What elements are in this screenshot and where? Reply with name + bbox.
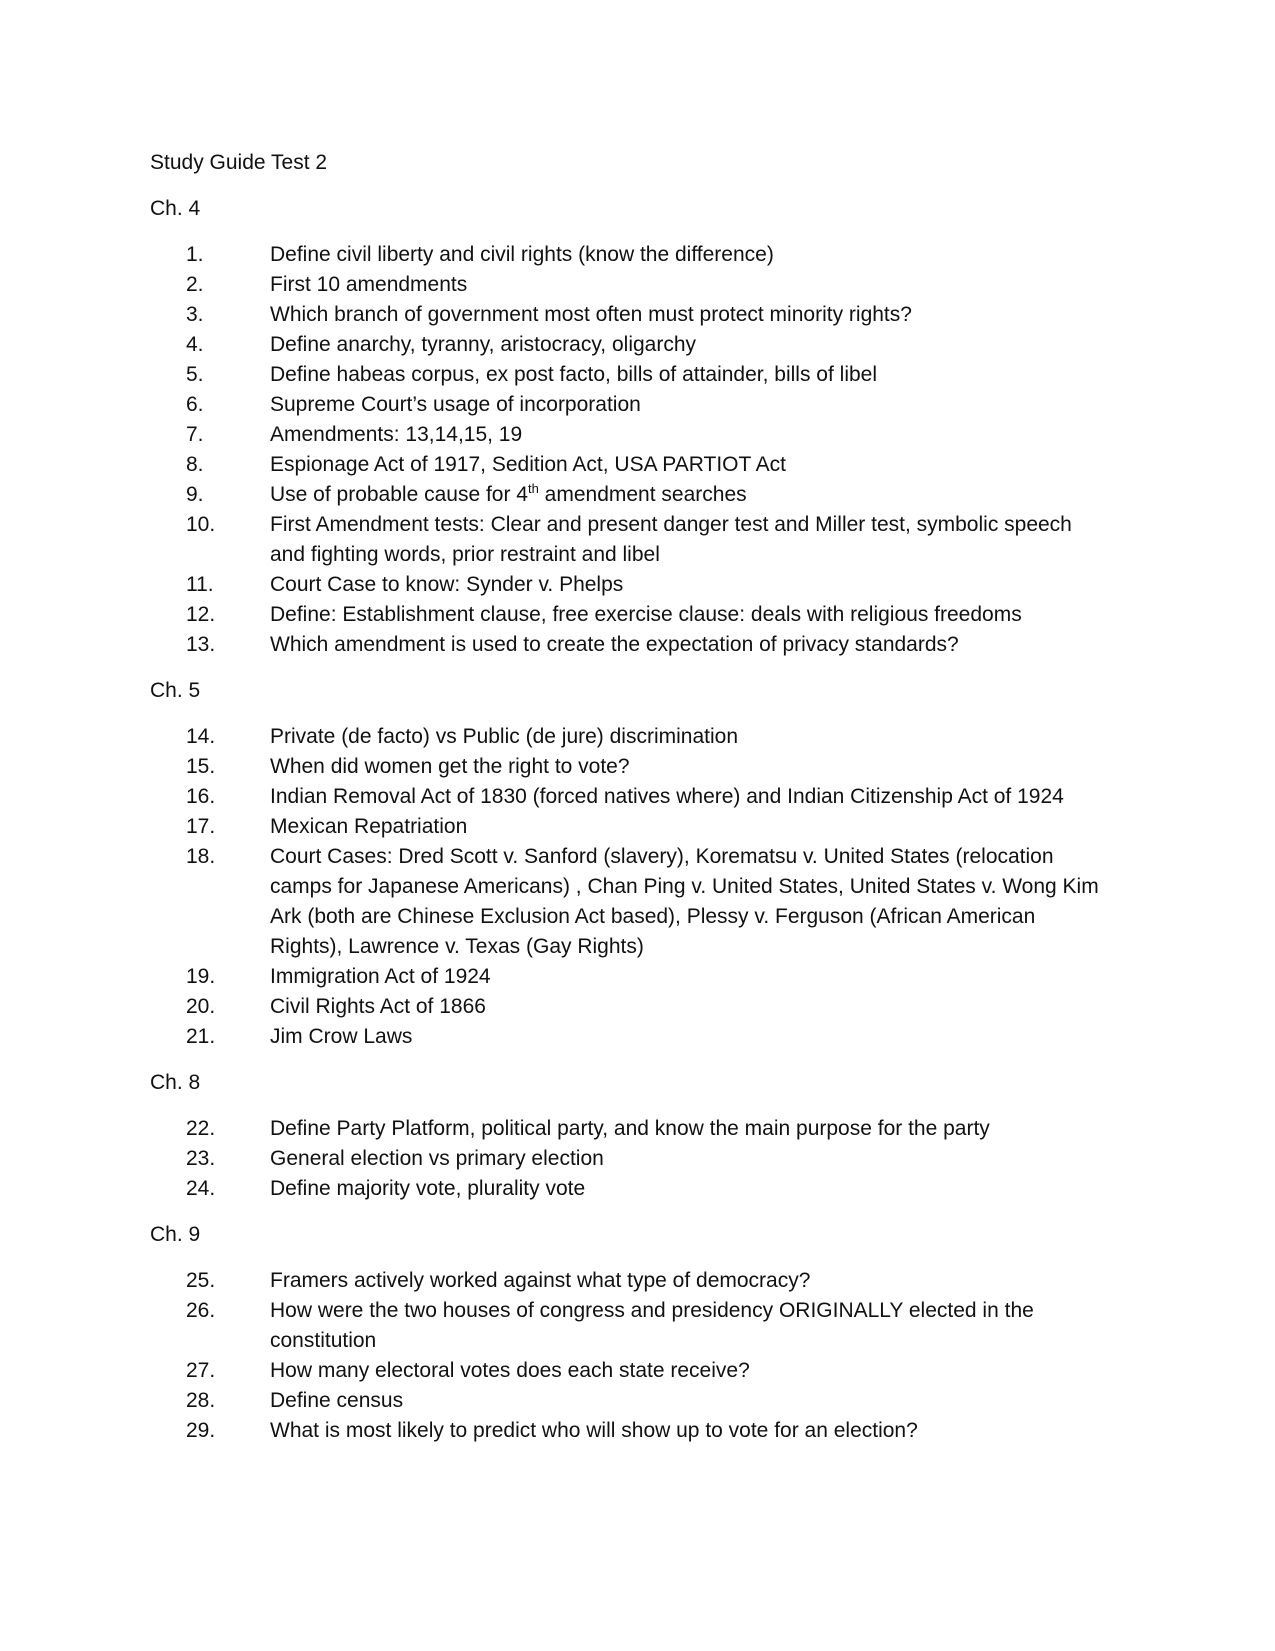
item-number-wrap [150, 510, 270, 540]
item-number: 3. [186, 303, 204, 326]
item-text: How were the two houses of congress and presidency ORIGINALLY elected in the constitution [270, 1299, 1034, 1352]
item-number: 29. [186, 1419, 216, 1442]
chapter-heading: Ch. 8 [150, 1071, 201, 1094]
item-text: Define census [270, 1389, 404, 1412]
list-item [150, 360, 1110, 390]
item-text: Espionage Act of 1917, Sedition Act, USA PARTIOT Act [270, 453, 786, 476]
item-text: Define majority vote, plurality vote [270, 1177, 586, 1200]
item-text: Framers actively worked against what type of democracy? [270, 1269, 811, 1292]
list-item [150, 1416, 1110, 1446]
item-number-wrap [150, 1266, 270, 1296]
item-number-wrap [150, 1386, 270, 1416]
item-number: 22. [186, 1117, 216, 1140]
item-text: Define anarchy, tyranny, aristocracy, oligarchy [270, 333, 697, 356]
item-number-wrap [150, 600, 270, 630]
item-text: Private (de facto) vs Public (de jure) discrimination [270, 725, 739, 748]
item-number: 7. [186, 423, 204, 446]
list-item [150, 1296, 1110, 1356]
item-number-wrap [150, 1174, 270, 1204]
item-number-wrap [150, 300, 270, 330]
list-item [150, 782, 1110, 812]
item-number: 21. [186, 1025, 216, 1048]
item-text: Define habeas corpus, ex post facto, bills of attainder, bills of libel [270, 363, 878, 386]
item-number-wrap [150, 630, 270, 660]
chapters-container [150, 194, 1110, 1446]
item-number-wrap [150, 962, 270, 992]
item-number-wrap [150, 330, 270, 360]
list-item [150, 1174, 1110, 1204]
item-number: 11. [186, 573, 214, 596]
item-number: 24. [186, 1177, 216, 1200]
item-text-pre: Use of probable cause for 4 [270, 483, 528, 506]
item-text: Indian Removal Act of 1830 (forced natives where) and Indian Citizenship Act of 1924 [270, 785, 1064, 808]
item-number: 18. [186, 845, 216, 868]
item-number: 17. [186, 815, 216, 838]
item-number: 14. [186, 725, 216, 748]
chapter-heading: Ch. 5 [150, 679, 201, 702]
item-number-wrap [150, 812, 270, 842]
item-text: Which amendment is used to create the expectation of privacy standards? [270, 633, 959, 656]
list-item [150, 1356, 1110, 1386]
list-item [150, 992, 1110, 1022]
item-text: When did women get the right to vote? [270, 755, 630, 778]
question-list [150, 240, 1110, 660]
item-text: Define Party Platform, political party, and know the main purpose for the party [270, 1117, 990, 1140]
item-number: 9. [186, 483, 204, 506]
item-number-wrap [150, 1114, 270, 1144]
item-number: 5. [186, 363, 204, 386]
item-text: Jim Crow Laws [270, 1025, 413, 1048]
list-item [150, 752, 1110, 782]
item-text: Supreme Court’s usage of incorporation [270, 393, 641, 416]
item-number: 28. [186, 1389, 216, 1412]
list-item [150, 1266, 1110, 1296]
item-number-wrap [150, 752, 270, 782]
item-text: Define civil liberty and civil rights (know the difference) [270, 243, 774, 266]
list-item [150, 1386, 1110, 1416]
item-number: 2. [186, 273, 204, 296]
item-text: Which branch of government most often must protect minority rights? [270, 303, 912, 326]
list-item [150, 1144, 1110, 1174]
item-text: Amendments: 13,14,15, 19 [270, 423, 523, 446]
item-number-wrap [150, 722, 270, 752]
item-number: 13. [186, 633, 216, 656]
item-number: 16. [186, 785, 216, 808]
item-number-wrap [150, 1022, 270, 1052]
item-text: Immigration Act of 1924 [270, 965, 491, 988]
item-number-wrap [150, 782, 270, 812]
question-list [150, 1114, 1110, 1204]
chapter-heading: Ch. 9 [150, 1223, 201, 1246]
item-text: Mexican Repatriation [270, 815, 468, 838]
item-number: 4. [186, 333, 204, 356]
item-text-superscript: th [528, 481, 539, 496]
list-item [150, 510, 1110, 570]
list-item [150, 722, 1110, 752]
item-text: What is most likely to predict who will show up to vote for an election? [270, 1419, 918, 1442]
list-item [150, 600, 1110, 630]
question-list [150, 1266, 1110, 1446]
item-number: 8. [186, 453, 204, 476]
list-item [150, 1114, 1110, 1144]
item-text: Civil Rights Act of 1866 [270, 995, 486, 1018]
list-item [150, 480, 1110, 510]
item-number: 1. [186, 243, 204, 266]
item-text: How many electoral votes does each state receive? [270, 1359, 750, 1382]
item-number-wrap [150, 480, 270, 510]
item-text: First 10 amendments [270, 273, 468, 296]
question-list [150, 722, 1110, 1052]
list-item [150, 450, 1110, 480]
list-item [150, 270, 1110, 300]
item-number-wrap [150, 992, 270, 1022]
item-text: Define: Establishment clause, free exercise clause: deals with religious freedoms [270, 603, 1022, 626]
item-number: 27. [186, 1359, 216, 1382]
item-number-wrap [150, 390, 270, 420]
item-number-wrap [150, 360, 270, 390]
item-text: First Amendment tests: Clear and present danger test and Miller test, symbolic speech and fighting words, prior restraint and libel [270, 513, 1072, 566]
list-item [150, 330, 1110, 360]
item-text: Court Case to know: Synder v. Phelps [270, 573, 624, 596]
item-number-wrap [150, 450, 270, 480]
item-number: 20. [186, 995, 216, 1018]
item-number-wrap [150, 1144, 270, 1174]
list-item [150, 630, 1110, 660]
item-text-post: amendment searches [538, 483, 747, 506]
item-number-wrap [150, 1416, 270, 1446]
item-number: 25. [186, 1269, 216, 1292]
item-number-wrap [150, 270, 270, 300]
list-item [150, 570, 1110, 600]
item-text: Court Cases: Dred Scott v. Sanford (slavery), Korematsu v. United States (relocation camps for Japanese Americans) , Chan Ping v. United States, United States v. Wong Kim Ark (both are Chinese Exclusion Act based), Plessy v. Ferguson (African American Rights), Lawrence v. Texas (Gay Rights) [270, 845, 1099, 958]
item-text: General election vs primary election [270, 1147, 604, 1170]
item-number: 12. [186, 603, 216, 626]
chapter-heading: Ch. 4 [150, 197, 201, 220]
document-title: Study Guide Test 2 [150, 151, 328, 174]
item-text [270, 480, 1110, 510]
list-item [150, 240, 1110, 270]
list-item [150, 1022, 1110, 1052]
list-item [150, 300, 1110, 330]
item-number: 6. [186, 393, 204, 416]
item-number: 19. [186, 965, 216, 988]
item-number: 15. [186, 755, 216, 778]
list-item [150, 390, 1110, 420]
list-item [150, 962, 1110, 992]
item-number: 10. [186, 513, 216, 536]
list-item [150, 842, 1110, 962]
item-number-wrap [150, 420, 270, 450]
item-number-wrap [150, 842, 270, 872]
item-number-wrap [150, 1356, 270, 1386]
list-item [150, 420, 1110, 450]
document-body [150, 148, 1110, 1462]
item-number-wrap [150, 240, 270, 270]
item-number: 26. [186, 1299, 216, 1322]
item-number-wrap [150, 1296, 270, 1326]
list-item [150, 812, 1110, 842]
item-number: 23. [186, 1147, 216, 1170]
item-number-wrap [150, 570, 270, 600]
